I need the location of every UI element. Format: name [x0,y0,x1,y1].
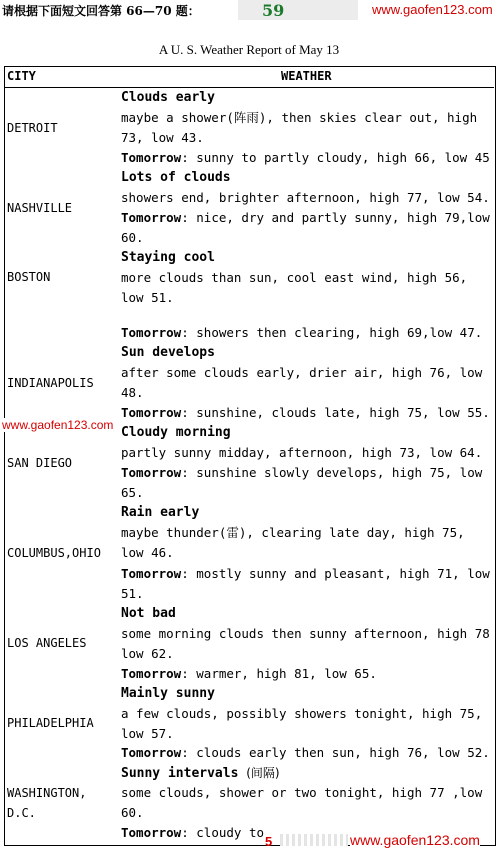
tomorrow-text: : cloudy to [181,825,265,840]
report-title: A U. S. Weather Report of May 13 [158,42,340,57]
weather-tomorrow-line [121,743,490,763]
tomorrow-text: : mostly sunny and pleasant, high 71, low [181,566,490,581]
question-instruction: 请根据下面短文回答第 66—70 题： [2,4,200,18]
weather-today-line: showers end, brighter afternoon, high 77, low 54. [121,190,490,205]
weather-tomorrow-line: 51. [121,586,144,601]
page-number-box [238,0,358,20]
weather-today-line: maybe thunder(雷), clearing late day, high 75, [121,525,465,540]
tomorrow-label: Tomorrow [121,745,182,760]
tomorrow-label: Tomorrow [121,825,182,840]
city-name: LOS ANGELES [7,636,87,650]
weather-today-line: 73, low 43. [121,130,204,145]
tomorrow-label: Tomorrow [121,465,182,480]
weather-today-line: 48. [121,385,144,400]
tomorrow-label: Tomorrow [121,210,182,225]
tomorrow-text: : sunshine, clouds late, high 75, low 55. [181,405,490,420]
tomorrow-label: Tomorrow [121,405,182,420]
tomorrow-text: : sunshine slowly develops, high 75, low [181,465,483,480]
city-name: COLUMBUS,OHIO [7,546,101,560]
weather-headline: Lots of clouds [121,170,231,185]
weather-tomorrow-line [121,823,264,843]
city-name: WASHINGTON, D.C. [7,786,87,820]
city-name: INDIANAPOLIS [7,376,94,390]
weather-tomorrow-line [121,323,482,343]
weather-headline: Staying cool [121,250,215,265]
weather-tomorrow-line: 65. [121,485,144,500]
tomorrow-label: Tomorrow [121,325,182,340]
weather-today-line: some morning clouds then sunny afternoon, high 78 [121,626,490,641]
city-name: DETROIT [7,121,58,135]
weather-headline: Not bad [121,606,176,621]
tomorrow-text: : warmer, high 81, low 65. [181,666,377,681]
weather-today-line: some clouds, shower or two tonight, high 77 ,low [121,785,483,800]
site-watermark-top: www.gaofen123.com [372,2,493,17]
city-name: BOSTON [7,270,51,284]
city-name: SAN DIEGO [7,456,73,470]
headline-note: (间隔) [246,766,280,780]
weather-tomorrow-line [121,463,482,483]
weather-headline: Sun develops [121,345,215,360]
weather-today-line: more clouds than sun, cool east wind, high 56, [121,270,468,285]
weather-tomorrow-line [121,664,377,684]
weather-today-line: low 57. [121,726,174,741]
weather-tomorrow-line: 60. [121,230,144,245]
weather-today-line: a few clouds, possibly showers tonight, high 75, [121,706,483,721]
footer-faint-text [280,834,348,846]
site-watermark-bottom: www.gaofen123.com [350,832,480,848]
tomorrow-text: : showers then clearing, high 69,low 47. [181,325,483,340]
weather-today-line: low 51. [121,290,174,305]
weather-tomorrow-line [121,403,490,423]
weather-headline: Cloudy morning [121,425,231,440]
weather-headline: Clouds early [121,90,215,105]
city-name: NASHVILLE [7,201,73,215]
weather-today-line: 60. [121,805,144,820]
tomorrow-label: Tomorrow [121,666,182,681]
weather-tomorrow-line [121,564,490,584]
weather-today-line: partly sunny midday, afternoon, high 73, low 64. [121,445,483,460]
weather-headline: Rain early [121,505,200,520]
weather-headline: Mainly sunny [121,686,215,701]
page-number: 59 [262,1,285,20]
column-header-weather: WEATHER [281,69,332,83]
top-header [0,0,498,22]
tomorrow-label: Tomorrow [121,150,182,165]
city-name: PHILADELPHIA [7,716,94,730]
weather-headline [121,763,280,784]
weather-today-line: maybe a shower(阵雨), then skies clear out, high [121,110,478,125]
weather-today-line: low 46. [121,545,174,560]
tomorrow-label: Tomorrow [121,566,182,581]
weather-tomorrow-line [121,208,490,228]
site-watermark-left: www.gaofen123.com [2,418,114,432]
weather-today-line: after some clouds early, drier air, high 76, low [121,365,483,380]
column-header-city: CITY [7,69,36,83]
weather-today-line: low 62. [121,646,174,661]
headline-text: Sunny intervals [121,766,239,781]
tomorrow-text: : clouds early then sun, high 76, low 52. [181,745,490,760]
tomorrow-text: : nice, dry and partly sunny, high 79,low [181,210,490,225]
weather-tomorrow-line [121,148,490,168]
tomorrow-text: : sunny to partly cloudy, high 66, low 45 [181,150,490,165]
header-divider [5,87,494,88]
footer-page-number: 5 [265,834,273,849]
